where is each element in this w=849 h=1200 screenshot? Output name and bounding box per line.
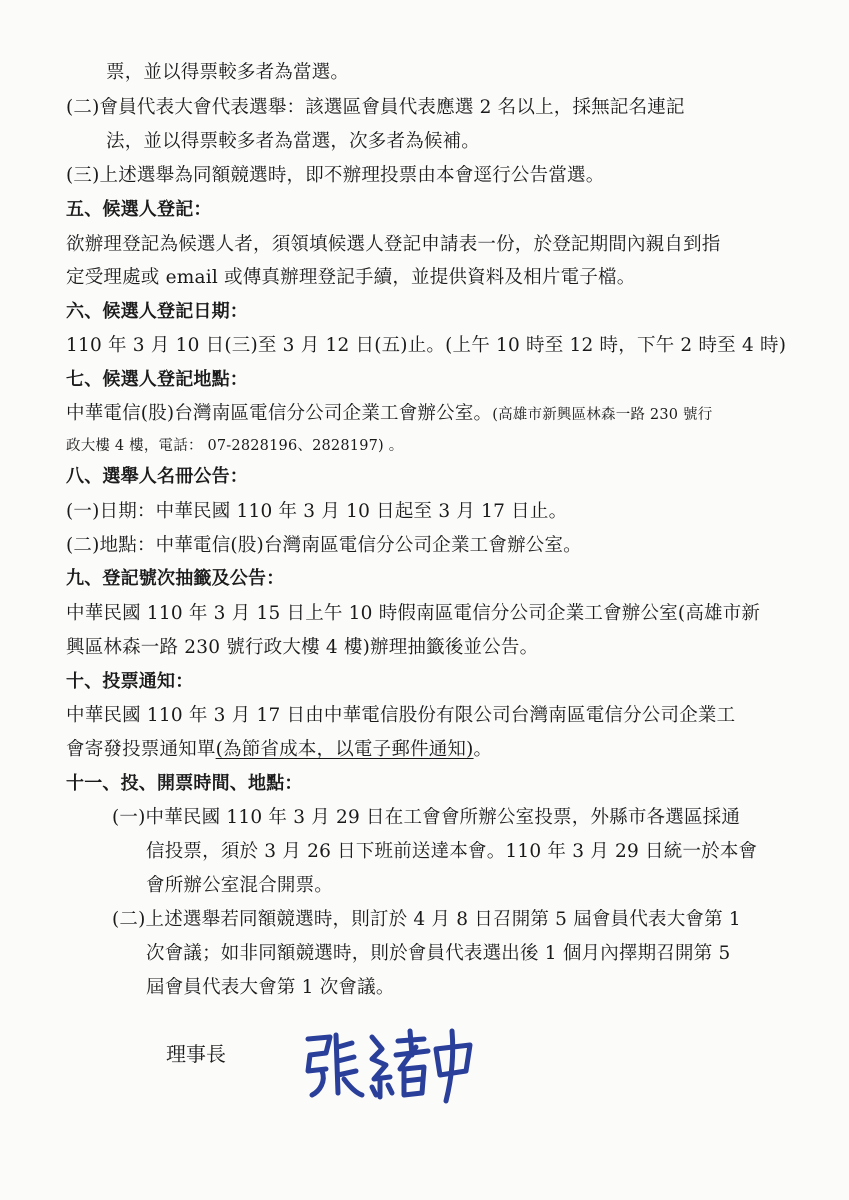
text-line: 定受理處或 email 或傳真辦理登記手續，並提供資料及相片電子檔。	[66, 267, 636, 288]
text-segment: 中華電信(股)台灣南區電信分公司企業工會辦公室。	[66, 403, 493, 424]
section-heading: 十、投票通知：	[66, 671, 194, 692]
text-line	[66, 402, 712, 427]
section-heading: 十一、投、開票時間、地點：	[66, 773, 303, 794]
underlined-note: (為節省成本，以電子郵件通知)	[215, 739, 474, 760]
signature-image	[300, 1025, 480, 1109]
text-line: (二)上述選舉若同額競選時，則訂於 4 月 8 日召開第 5 屆會員代表大會第 1	[112, 909, 741, 930]
text-line: (三)上述選舉為同額競選時，即不辦理投票由本會逕行公告當選。	[66, 165, 605, 186]
text-line: 興區林森一路 230 號行政大樓 4 樓)辦理抽籤後並公告。	[66, 637, 539, 658]
text-line: 票，並以得票較多者為當選。	[106, 62, 350, 83]
text-line: (二)地點：中華電信(股)台灣南區電信分公司企業工會辦公室。	[66, 535, 582, 556]
signature-icon	[300, 1025, 480, 1105]
text-segment: 會寄發投票通知單	[66, 739, 216, 760]
text-line: 中華民國 110 年 3 月 17 日由中華電信股份有限公司台灣南區電信分公司企業工	[66, 705, 736, 726]
text-line: 法，並以得票較多者為當選，次多者為候補。	[106, 131, 481, 152]
text-line: (一)中華民國 110 年 3 月 29 日在工會會所辦公室投票，外縣市各選區採通	[112, 807, 741, 828]
text-line	[66, 738, 492, 762]
text-line: (二)會員代表大會代表選舉：該選區會員代表應選 2 名以上，採無記名連記	[66, 97, 685, 118]
text-segment-small: (高雄市新興區林森一路 230 號行	[492, 407, 713, 423]
text-line: 信投票，須於 3 月 26 日下班前送達本會。110 年 3 月 29 日統一於本會	[146, 841, 758, 862]
text-segment: 。	[473, 739, 493, 760]
text-line: 次會議；如非同額競選時，則於會員代表選出後 1 個月內擇期召開第 5	[146, 943, 731, 964]
section-heading: 五、候選人登記：	[66, 199, 212, 220]
text-line: 欲辦理登記為候選人者，須領填候選人登記申請表一份，於登記期間內親自到指	[66, 234, 721, 255]
section-heading: 九、登記號次抽籤及公告：	[66, 568, 285, 589]
text-line: (一)日期：中華民國 110 年 3 月 10 日起至 3 月 17 日止。	[66, 501, 568, 522]
section-heading: 六、候選人登記日期：	[66, 301, 248, 322]
text-line: 中華民國 110 年 3 月 15 日上午 10 時假南區電信分公司企業工會辦公室(高雄市新	[66, 603, 761, 624]
section-heading: 七、候選人登記地點：	[66, 369, 248, 390]
signer-title: 理事長	[166, 1042, 226, 1066]
text-line: 政大樓 4 樓，電話： 07-2828196、2828197) 。	[66, 438, 404, 454]
section-heading: 八、選舉人名冊公告：	[66, 466, 248, 487]
text-line: 110 年 3 月 10 日(三)至 3 月 12 日(五)止。(上午 10 時至 12 時，下午 2 時至 4 時)	[66, 335, 787, 356]
text-line: 會所辦公室混合開票。	[146, 875, 334, 896]
text-line: 屆會員代表大會第 1 次會議。	[146, 977, 395, 998]
